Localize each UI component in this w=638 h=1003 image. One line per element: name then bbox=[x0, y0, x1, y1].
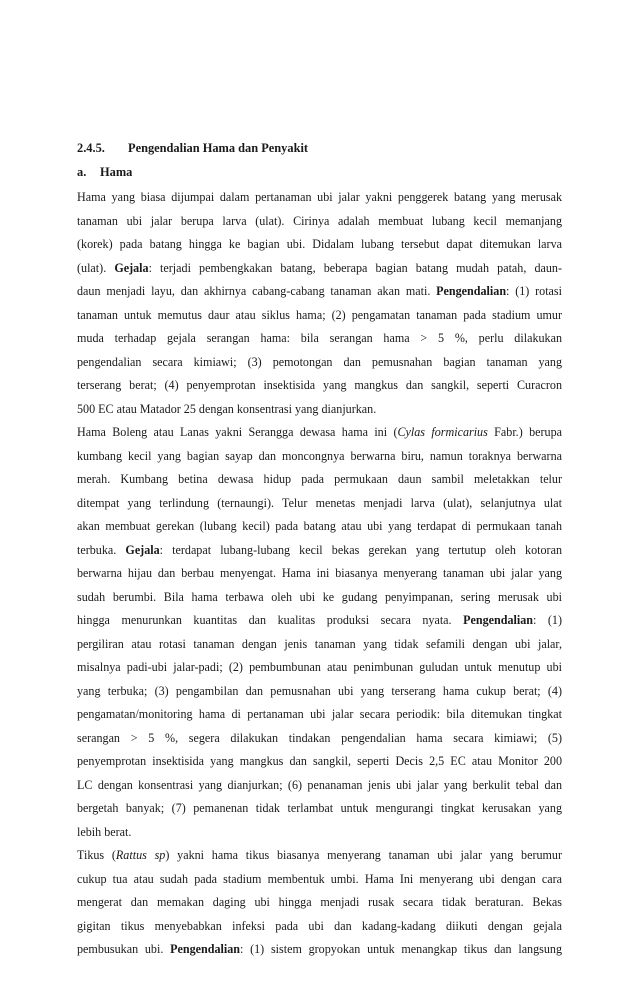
text-line bbox=[77, 941, 562, 957]
italic-term: Rattus sp bbox=[115, 848, 166, 862]
text-span: LC dengan konsentrasi yang dianjurkan; (6) penanaman jenis ubi jalar yang berkulit tebal dan bbox=[77, 777, 562, 792]
text-line bbox=[77, 495, 562, 511]
text-line bbox=[77, 424, 562, 440]
section-title: Pengendalian Hama dan Penyakit bbox=[128, 141, 309, 155]
text-line bbox=[77, 307, 562, 323]
text-span: : (1) sistem gropyokan untuk menangkap tikus dan langsung bbox=[240, 942, 562, 956]
section-number: 2.4.5. bbox=[77, 141, 105, 155]
text-span: pergiliran atau rotasi tanaman dengan jenis tanaman yang tidak sefamili dengan ubi jalar, bbox=[77, 636, 562, 651]
text-span: penyemprotan insektisida yang mangkus dan sangkil, seperti Decis 2,5 EC atau Monitor 200 bbox=[77, 754, 562, 768]
text-line bbox=[77, 918, 562, 934]
text-line bbox=[77, 401, 562, 417]
text-line bbox=[77, 565, 562, 581]
text-line bbox=[77, 730, 562, 746]
text-span: mengerat dan memakan daging ubi hingga menjadi rusak secara tidak beraturan. Bekas bbox=[77, 895, 562, 909]
text-span: misalnya padi-ubi jalar-padi; (2) pembumbunan atau penimbunan guludan untuk menutup ubi bbox=[77, 660, 562, 674]
text-span: yang terbuka; (3) pengambilan dan pemusnahan ubi yang terserang hama cukup berat; (4) bbox=[77, 683, 562, 698]
text-span: Fabr.) berupa bbox=[487, 425, 562, 439]
text-span: (korek) pada batang hingga ke bagian ubi. Didalam lubang tersebut dapat ditemukan larva bbox=[77, 237, 562, 251]
text-span: Hama Boleng atau Lanas yakni Serangga dewasa hama ini ( bbox=[77, 425, 398, 439]
text-line bbox=[77, 260, 562, 276]
text-span: kumbang kecil yang bagian sayap dan moncongnya berwarna biru, namun toraknya berwarna bbox=[77, 448, 562, 463]
text-line bbox=[77, 847, 562, 863]
italic-term: Cylas formicarius bbox=[397, 425, 488, 439]
text-span: : terdapat lubang-lubang kecil bekas gerekan yang tertutup oleh kotoran bbox=[159, 542, 563, 557]
text-span: berwarna hijau dan berbau menyengat. Hama ini biasanya menyerang tanaman ubi jalar yang bbox=[77, 566, 562, 580]
text-span: tanaman untuk memutus daur atau siklus hama; (2) pengamatan tanaman pada stadium umur bbox=[77, 307, 562, 322]
text-span: lebih berat. bbox=[77, 824, 132, 839]
bold-term: Gejala bbox=[125, 542, 160, 557]
text-span: gigitan tikus menyebabkan infeksi pada ubi dan kadang-kadang diikuti dengan gejala bbox=[77, 918, 562, 933]
text-span: terbuka. bbox=[77, 542, 126, 557]
text-line bbox=[77, 283, 562, 299]
text-line bbox=[77, 894, 562, 910]
text-line bbox=[77, 518, 562, 534]
subsection-title: Hama bbox=[100, 165, 133, 179]
text-span: pembusukan ubi. bbox=[77, 942, 171, 956]
text-span: 500 EC atau Matador 25 dengan konsentrasi yang dianjurkan. bbox=[77, 401, 377, 416]
text-span: daun menjadi layu, dan akhirnya cabang-cabang tanaman akan mati. bbox=[77, 284, 437, 298]
bold-term: Pengendalian bbox=[170, 942, 240, 956]
text-line bbox=[77, 659, 562, 675]
text-span: (ulat). bbox=[77, 260, 115, 275]
text-span: akan membuat gerekan (lubang kecil) pada batang atau ubi yang terdapat di permukaan tanah bbox=[77, 519, 562, 533]
text-line bbox=[77, 471, 562, 487]
text-line bbox=[77, 189, 562, 205]
text-line bbox=[77, 871, 562, 887]
text-span: ditempat yang terlindung (ternaungi). Telur menetas menjadi larva (ulat), selanjutnya ulat bbox=[77, 495, 562, 510]
text-line bbox=[77, 683, 562, 699]
text-span: pengendalian secara kimiawi; (3) pemotongan dan pemusnahan bagian tanaman yang bbox=[77, 354, 562, 369]
section-heading bbox=[77, 141, 308, 156]
text-line bbox=[77, 542, 562, 558]
text-span: serangan > 5 %, segera dilakukan tindakan pengendalian hama secara kimiawi; (5) bbox=[77, 730, 562, 745]
bold-term: Pengendalian bbox=[463, 613, 533, 627]
text-line bbox=[77, 612, 562, 628]
text-line bbox=[77, 753, 562, 769]
text-line bbox=[77, 448, 562, 464]
text-span: muda terhadap gejala serangan hama: bila serangan hama > 5 %, perlu dilakukan bbox=[77, 331, 562, 345]
text-span: Tikus ( bbox=[77, 848, 116, 862]
bold-term: Gejala bbox=[114, 260, 149, 275]
text-span: : terjadi pembengkakan batang, beberapa bagian batang mudah patah, daun- bbox=[148, 260, 562, 275]
text-span: merah. Kumbang betina dewasa hidup pada permukaan daun sambil meletakkan telur bbox=[77, 472, 562, 486]
text-span: terserang berat; (4) penyemprotan insektisida yang mangkus dan sangkil, seperti Curacron bbox=[77, 378, 562, 392]
text-line bbox=[77, 824, 562, 840]
text-span: hingga menurunkan kuantitas dan kualitas produksi secara nyata. bbox=[77, 613, 464, 627]
text-line bbox=[77, 236, 562, 252]
text-line bbox=[77, 213, 562, 229]
text-line bbox=[77, 777, 562, 793]
subsection-letter: a. bbox=[77, 165, 87, 179]
text-line bbox=[77, 377, 562, 393]
text-span: sudah berumbi. Bila hama terbawa oleh ubi ke gudang penyimpanan, sering merusak ubi bbox=[77, 589, 562, 604]
text-line bbox=[77, 800, 562, 816]
text-span: bergetah banyak; (7) pemanenan tidak terlambat untuk mengurangi tingkat kerusakan yang bbox=[77, 801, 562, 815]
text-span: pengamatan/monitoring hama di pertanaman ubi jalar secara periodik: bila ditemukan tingkat bbox=[77, 707, 562, 721]
text-span: cukup tua atau sudah pada stadium membentuk umbi. Hama Ini menyerang ubi dengan cara bbox=[77, 871, 562, 886]
text-span: tanaman ubi jalar berupa larva (ulat). Cirinya adalah membuat lubang kecil memanjang bbox=[77, 213, 562, 228]
text-span: Hama yang biasa dijumpai dalam pertanaman ubi jalar yakni penggerek batang yang merusak bbox=[77, 190, 562, 204]
bold-term: Pengendalian bbox=[436, 284, 507, 298]
text-line bbox=[77, 636, 562, 652]
text-line bbox=[77, 706, 562, 722]
text-line bbox=[77, 354, 562, 370]
text-span: : (1) bbox=[533, 613, 562, 627]
text-span: ) yakni hama tikus biasanya menyerang tanaman ubi jalar yang berumur bbox=[165, 848, 562, 862]
text-span: : (1) rotasi bbox=[506, 284, 562, 298]
subsection-heading bbox=[77, 165, 132, 180]
text-line bbox=[77, 589, 562, 605]
text-line bbox=[77, 330, 562, 346]
